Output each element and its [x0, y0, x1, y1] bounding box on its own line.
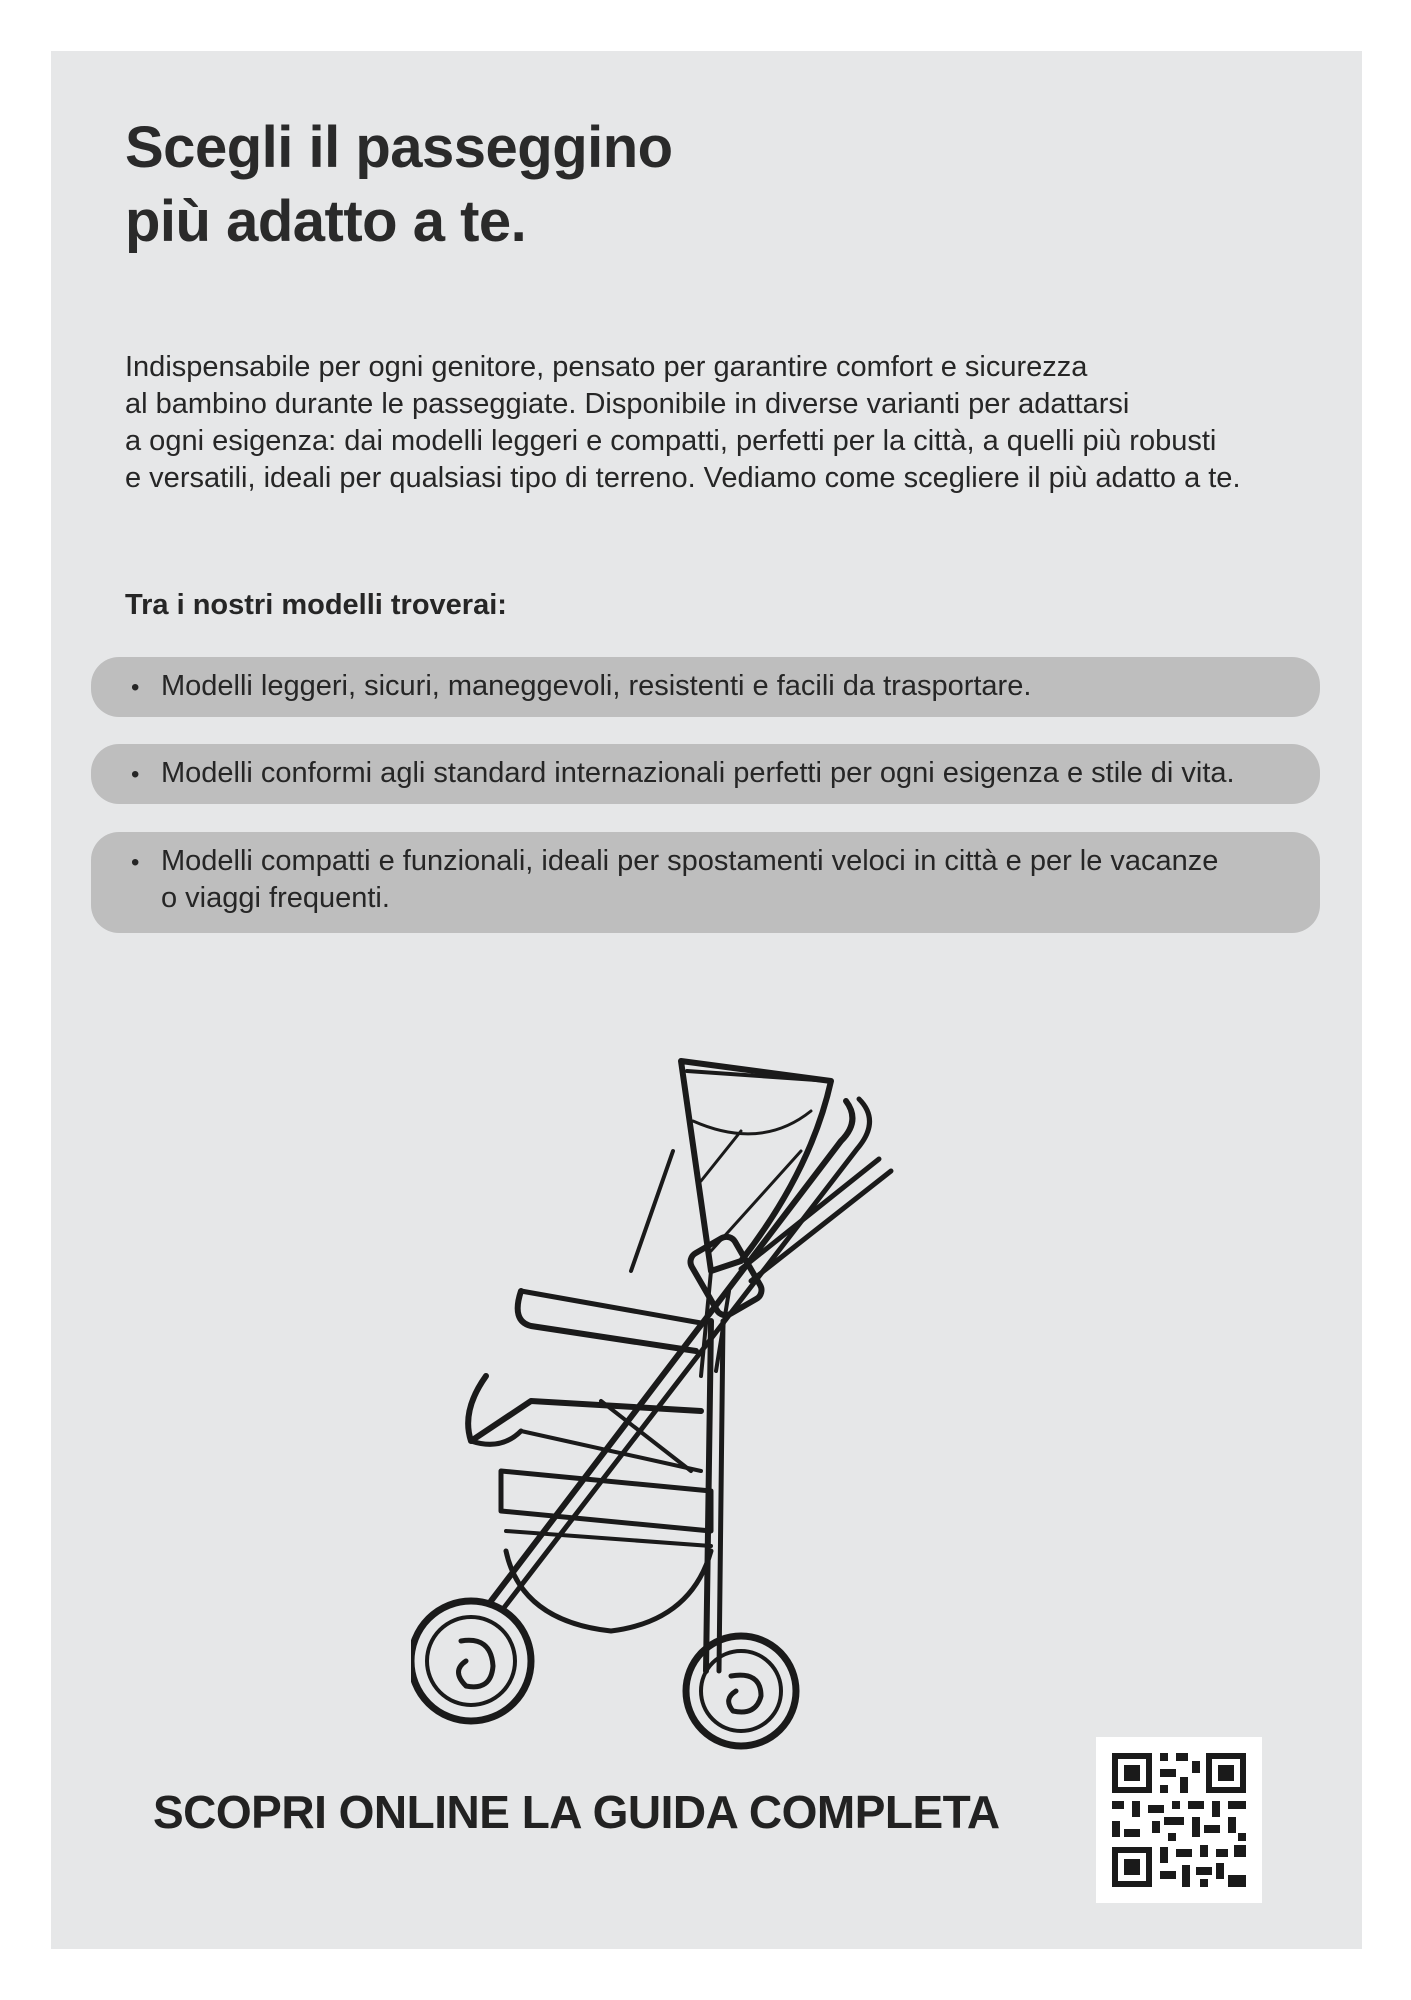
intro-line-2: al bambino durante le passeggiate. Disponibile in diverse varianti per adattarsi [125, 388, 1130, 420]
intro-line-1: Indispensabile per ogni genitore, pensato per garantire comfort e sicurezza [125, 351, 1088, 383]
bullet-icon: • [131, 849, 140, 876]
intro-paragraph [125, 349, 1345, 497]
feature-text: Modelli conformi agli standard internazionali perfetti per ogni esigenza e stile di vita. [161, 757, 1235, 789]
flyer-page [51, 51, 1362, 1949]
bullet-icon: • [131, 761, 140, 788]
cta-text: SCOPRI ONLINE LA GUIDA COMPLETA [153, 1786, 1000, 1838]
intro-line-3: a ogni esigenza: dai modelli leggeri e compatti, perfetti per la città, a quelli più robusti [125, 425, 1217, 457]
title-line-1: Scegli il passeggino [125, 115, 673, 180]
intro-line-4: e versatili, ideali per qualsiasi tipo di terreno. Vediamo come scegliere il più adatto a te. [125, 462, 1241, 494]
feature-item-compact [91, 832, 1320, 933]
feature-item-standards [91, 744, 1320, 804]
stroller-illustration [411, 1031, 1051, 1771]
feature-text-line-2: o viaggi frequenti. [161, 882, 390, 914]
qr-code-icon[interactable] [1096, 1737, 1262, 1903]
feature-text-line-1: Modelli compatti e funzionali, ideali per spostamenti veloci in città e per le vacanze [161, 845, 1219, 877]
title-line-2: più adatto a te. [125, 189, 527, 254]
bullet-icon: • [131, 674, 140, 701]
page-title [125, 111, 673, 259]
feature-item-lightweight [91, 657, 1320, 717]
feature-text: Modelli leggeri, sicuri, maneggevoli, resistenti e facili da trasportare. [161, 670, 1032, 702]
list-heading: Tra i nostri modelli troverai: [125, 589, 507, 621]
